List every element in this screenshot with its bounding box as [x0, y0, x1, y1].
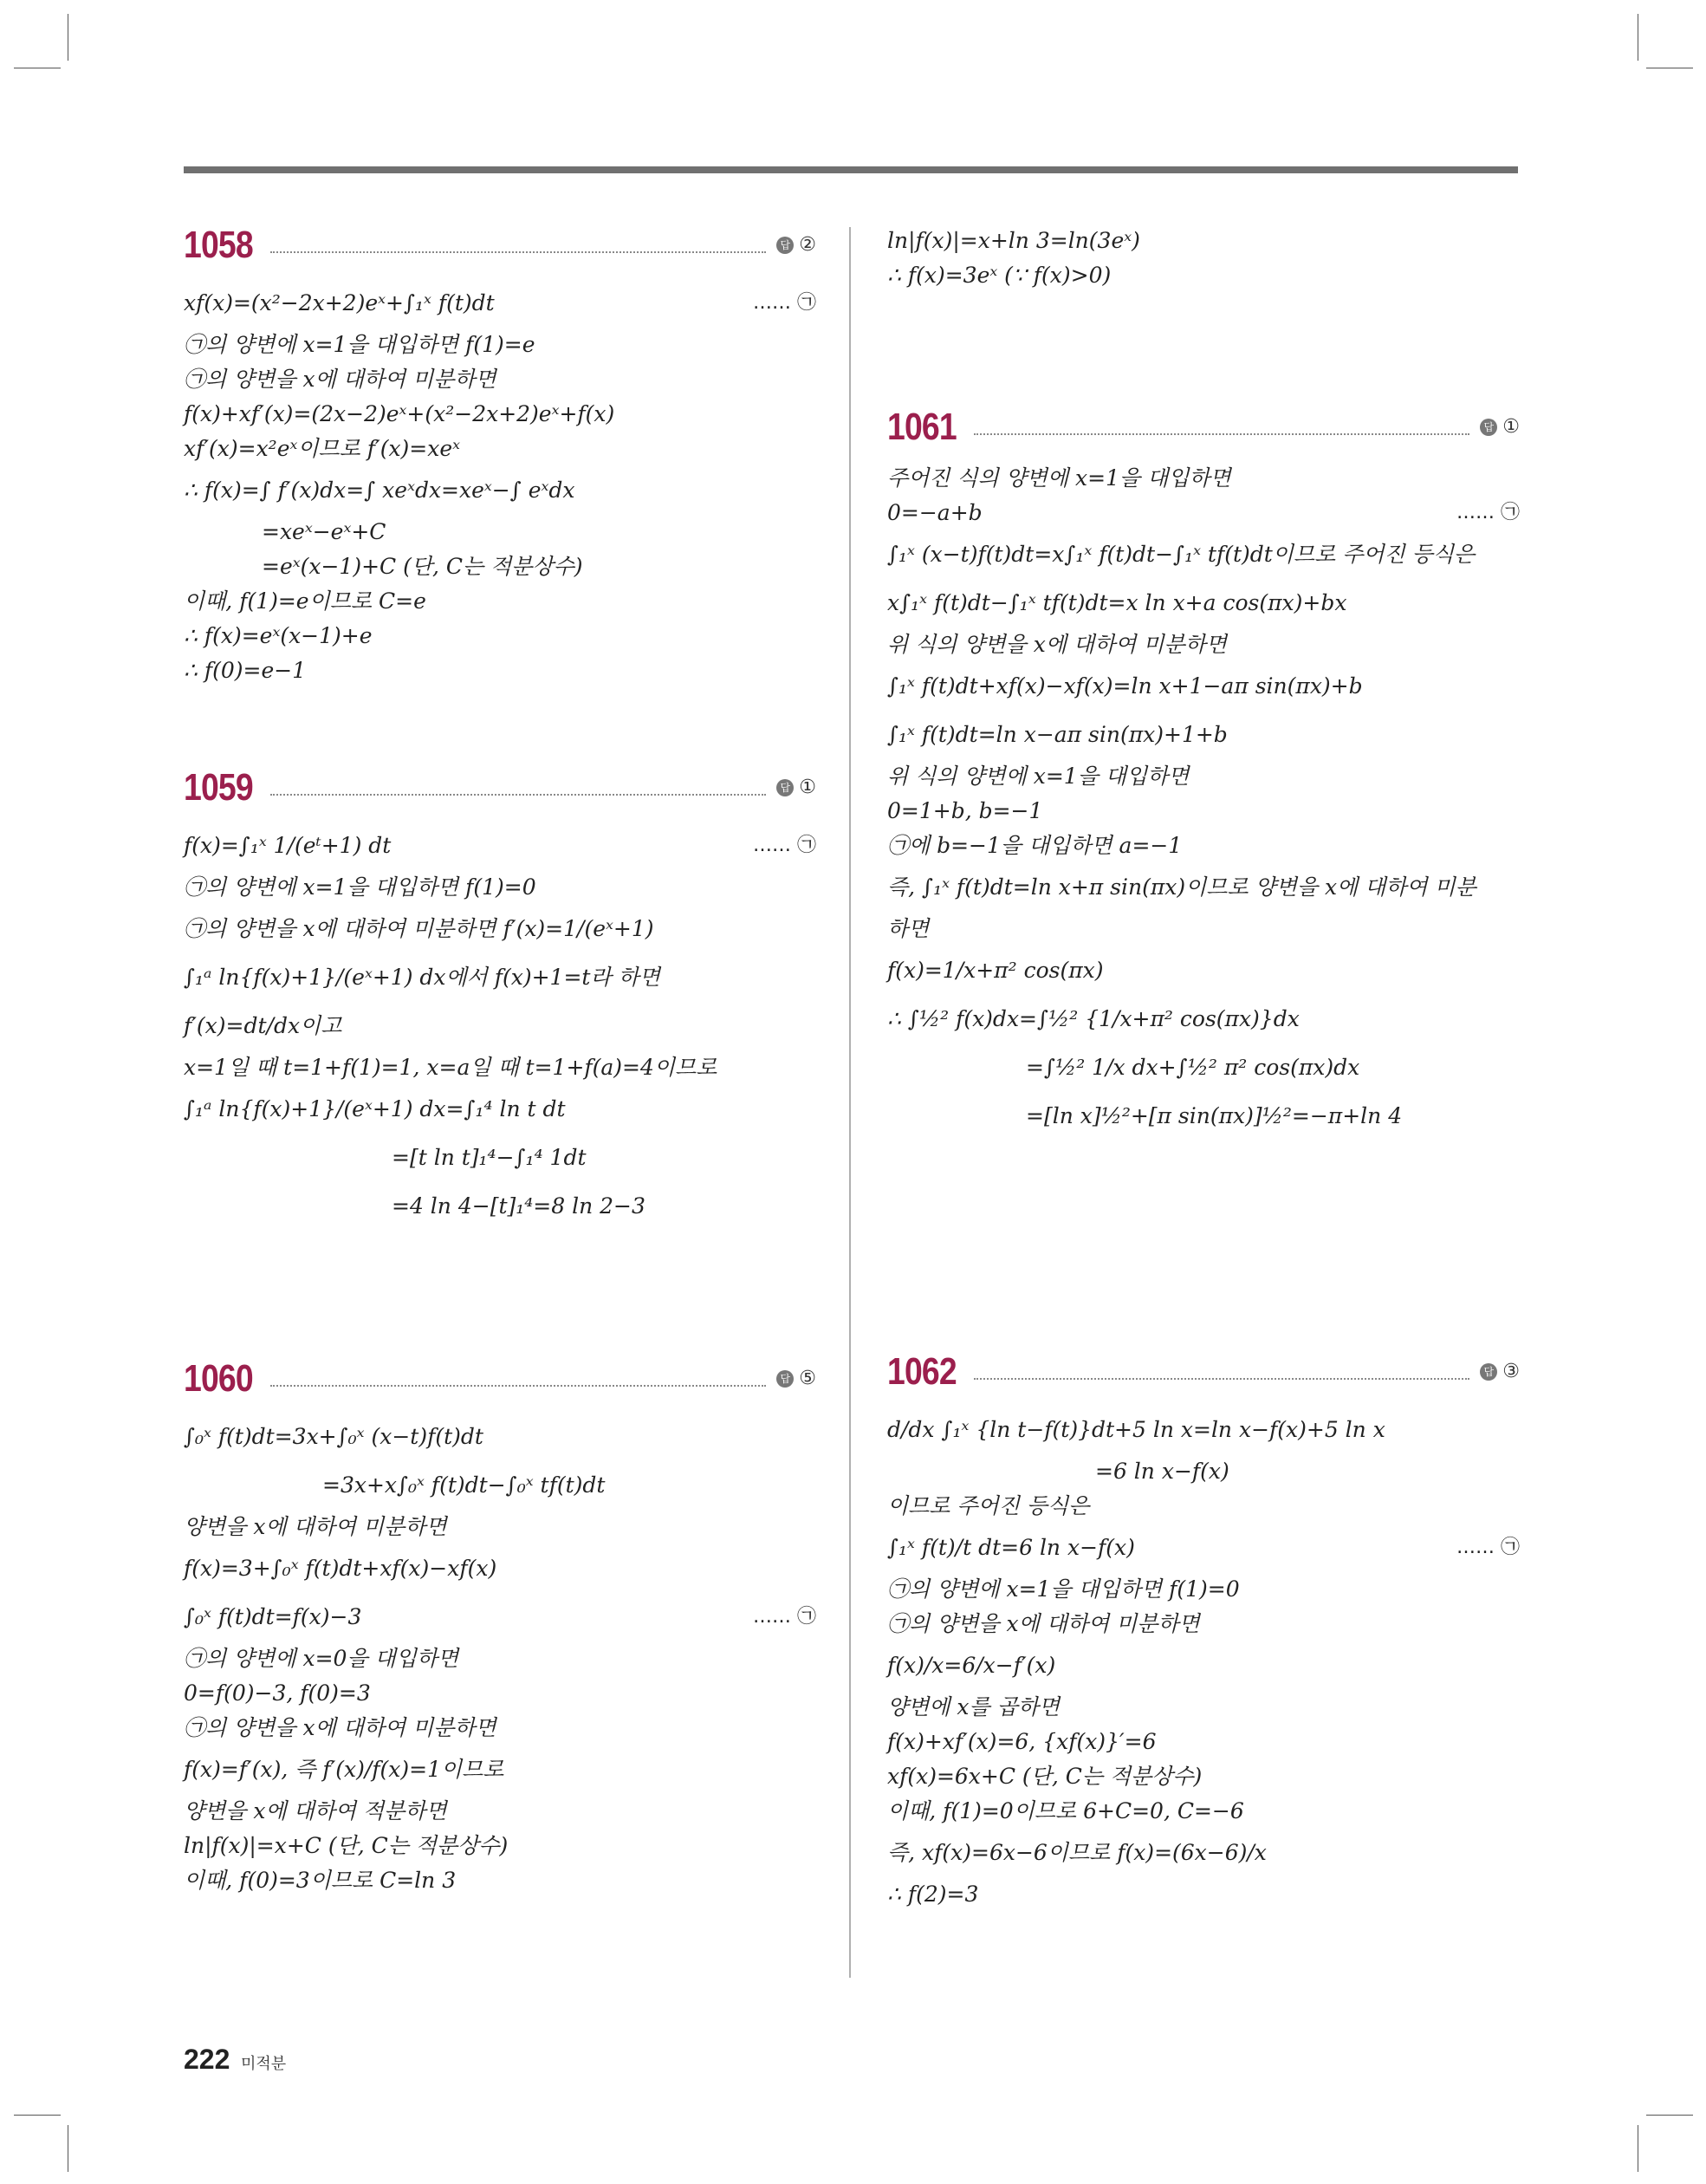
- solution-line: 즉, xf(x)=6x−6이므로 f(x)=(6x−6)/x: [887, 1840, 1267, 1865]
- continuation-1060: [887, 224, 1520, 293]
- solution-line: ∫₁ˣ (x−t)f(t)dt=x∫₁ˣ f(t)dt−∫₁ˣ tf(t)dt이므로 주어진 등식은: [887, 542, 1476, 567]
- leader-dots: [974, 433, 1469, 435]
- solution-line: =[ln x]½²+[π sin(πx)]½²=−π+ln 4: [1026, 1103, 1403, 1128]
- header-rule: [184, 166, 1518, 173]
- problem-number: 1061: [887, 406, 957, 448]
- solution-line: 이때, f(1)=0이므로 6+C=0, C=−6: [887, 1798, 1244, 1823]
- solution-line: ∫₁ᵃ ln{f(x)+1}/(eˣ+1) dx=∫₁⁴ ln t dt: [184, 1096, 566, 1121]
- answer-value: ⑤: [799, 1368, 816, 1389]
- solution-line: ㉠의 양변에 x=0을 대입하면: [184, 1646, 459, 1671]
- solution-line: xf(x)=(x²−2x+2)eˣ+∫₁ˣ f(t)dt …… ㉠: [184, 290, 816, 315]
- solution-line: =3x+x∫₀ˣ f(t)dt−∫₀ˣ tf(t)dt: [322, 1472, 606, 1498]
- solution-line: ∴ ∫½² f(x)dx=∫½² {1/x+π² cos(πx)}dx: [887, 1006, 1300, 1031]
- solution-line: f(x)/x=6/x−f′(x): [887, 1653, 1056, 1678]
- answer-icon: 답: [776, 779, 794, 796]
- problem-1059: [184, 766, 816, 1231]
- answer-icon: 답: [776, 237, 794, 254]
- answer-badge: [776, 777, 816, 798]
- answer-icon: 답: [776, 1370, 794, 1388]
- solution-line: d/dx ∫₁ˣ {ln t−f(t)}dt+5 ln x=ln x−f(x)+5 ln x: [887, 1417, 1385, 1442]
- solution-line: ㉠의 양변을 x에 대하여 미분하면: [184, 367, 496, 392]
- solution-line: ∫₀ˣ f(t)dt=f(x)−3 …… ㉠: [184, 1604, 816, 1629]
- solution-line: ㉠의 양변을 x에 대하여 미분하면: [887, 1611, 1200, 1636]
- solution-line: 0=−a+b …… ㉠: [887, 500, 1520, 525]
- solution-line: x∫₁ˣ f(t)dt−∫₁ˣ tf(t)dt=x ln x+a cos(πx)+bx: [887, 590, 1347, 615]
- crop-mark: [14, 2115, 61, 2116]
- leader-dots: [270, 794, 766, 796]
- answer-value: ②: [799, 234, 816, 256]
- answer-value: ③: [1502, 1361, 1520, 1382]
- solution-line: 양변을 x에 대하여 적분하면: [184, 1798, 447, 1823]
- answer-icon: 답: [1480, 1363, 1497, 1381]
- problem-number: 1062: [887, 1350, 957, 1393]
- answer-icon: 답: [1480, 419, 1497, 436]
- problem-1060: [184, 1357, 816, 1898]
- solution-line: x=1일 때 t=1+f(1)=1, x=a일 때 t=1+f(a)=4이므로: [184, 1055, 717, 1080]
- solution-line: ㉠의 양변에 x=1을 대입하면 f(1)=0: [184, 874, 536, 900]
- solution-line: ∴ f(x)=∫ f′(x)dx=∫ xeˣdx=xeˣ−∫ eˣdx: [184, 478, 575, 503]
- solution-line: 양변을 x에 대하여 미분하면: [184, 1514, 447, 1539]
- leader-dots: [270, 251, 766, 253]
- solution-line: ∫₁ˣ f(t)dt=ln x−aπ sin(πx)+1+b: [887, 722, 1228, 747]
- problem-1061: [887, 406, 1520, 1141]
- leader-dots: [270, 1385, 766, 1387]
- solution-line: 주어진 식의 양변에 x=1을 대입하면: [887, 465, 1231, 491]
- solution-line: xf′(x)=x²eˣ이므로 f′(x)=xeˣ: [184, 436, 461, 461]
- solution-line: f′(x)=dt/dx이고: [184, 1013, 342, 1038]
- solution-line: 즉, ∫₁ˣ f(t)dt=ln x+π sin(πx)이므로 양변을 x에 대하여 미분: [887, 874, 1476, 900]
- problem-number: 1059: [184, 766, 253, 809]
- page-number: 222: [184, 2044, 230, 2075]
- problem-1062: [887, 1350, 1520, 1912]
- solution-line: ∴ f(x)=eˣ(x−1)+e: [184, 623, 373, 648]
- answer-badge: [1480, 1361, 1520, 1382]
- answer-value: ①: [1502, 416, 1520, 438]
- solution-line: ln|f(x)|=x+C (단, C는 적분상수): [184, 1833, 509, 1858]
- solution-line: ∴ f(2)=3: [887, 1882, 979, 1907]
- solution-line: 0=1+b, b=−1: [887, 798, 1043, 823]
- page-subject: 미적분: [241, 2055, 287, 2073]
- solution-line: ㉠의 양변을 x에 대하여 미분하면 f′(x)=1/(eˣ+1): [184, 916, 654, 941]
- solution-line: 위 식의 양변을 x에 대하여 미분하면: [887, 632, 1227, 657]
- answer-badge: [1480, 416, 1520, 438]
- answer-badge: [776, 1368, 816, 1389]
- problem-header: [184, 766, 816, 822]
- crop-mark: [1646, 2115, 1693, 2116]
- solution-line: 이때, f(1)=e이므로 C=e: [184, 588, 426, 614]
- problem-number: 1060: [184, 1357, 253, 1400]
- solution-line: f(x)=∫₁ˣ 1/(eᵗ+1) dt …… ㉠: [184, 833, 816, 858]
- solution-line: =4 ln 4−[t]₁⁴=8 ln 2−3: [392, 1193, 645, 1219]
- problem-header: [184, 1357, 816, 1413]
- leader-dots: [974, 1378, 1469, 1380]
- problem-header: [887, 1350, 1520, 1406]
- solution-line: ∴ f(0)=e−1: [184, 658, 307, 683]
- solution-line: 이때, f(0)=3이므로 C=ln 3: [184, 1868, 457, 1893]
- solution-line: ∫₁ᵃ ln{f(x)+1}/(eˣ+1) dx에서 f(x)+1=t라 하면: [184, 965, 660, 990]
- solution-line: 양변에 x를 곱하면: [887, 1694, 1061, 1719]
- solution-line: 이므로 주어진 등식은: [887, 1493, 1090, 1518]
- solution-line: ㉠의 양변에 x=1을 대입하면 f(1)=0: [887, 1576, 1240, 1602]
- column-divider: [849, 227, 851, 1978]
- solution-line: =[t ln t]₁⁴−∫₁⁴ 1dt: [392, 1145, 587, 1170]
- solution-line: ∫₁ˣ f(t)dt+xf(x)−xf(x)=ln x+1−aπ sin(πx)+b: [887, 673, 1363, 699]
- solution-line: =6 ln x−f(x): [1095, 1459, 1229, 1484]
- solution-line: xf(x)=6x+C (단, C는 적분상수): [887, 1764, 1203, 1789]
- solution-line: f(x)=1/x+π² cos(πx): [887, 958, 1104, 983]
- solution-line: ∫₀ˣ f(t)dt=3x+∫₀ˣ (x−t)f(t)dt: [184, 1424, 483, 1449]
- solution-line: =xeˣ−eˣ+C: [262, 519, 386, 544]
- solution-line: 위 식의 양변에 x=1을 대입하면: [887, 764, 1190, 789]
- answer-badge: [776, 234, 816, 256]
- solution-line: ㉠에 b=−1을 대입하면 a=−1: [887, 833, 1183, 858]
- solution-line: f(x)+xf′(x)=(2x−2)eˣ+(x²−2x+2)eˣ+f(x): [184, 401, 615, 426]
- problem-number: 1058: [184, 224, 253, 266]
- solution-line: 하면: [887, 916, 930, 941]
- solution-line: ln|f(x)|=x+ln 3=ln(3eˣ): [887, 228, 1140, 253]
- solution-line: 0=f(0)−3, f(0)=3: [184, 1680, 371, 1706]
- solution-line: ∫₁ˣ f(t)/t dt=6 ln x−f(x) …… ㉠: [887, 1535, 1520, 1560]
- solution-line: ∴ f(x)=3eˣ (∵ f(x)>0): [887, 263, 1112, 288]
- solution-line: ㉠의 양변을 x에 대하여 미분하면: [184, 1715, 496, 1740]
- problem-header: [887, 406, 1520, 461]
- problem-1058: [184, 224, 816, 688]
- solution-line: f(x)+xf′(x)=6, {xf(x)}′=6: [887, 1729, 1157, 1754]
- solution-line: f(x)=3+∫₀ˣ f(t)dt+xf(x)−xf(x): [184, 1556, 497, 1581]
- solution-line: ㉠의 양변에 x=1을 대입하면 f(1)=e: [184, 332, 535, 357]
- solution-line: f(x)=f′(x), 즉 f′(x)/f(x)=1이므로: [184, 1757, 504, 1782]
- problem-header: [184, 224, 816, 279]
- solution-line: =∫½² 1/x dx+∫½² π² cos(πx)dx: [1026, 1055, 1360, 1080]
- answer-value: ①: [799, 777, 816, 798]
- solution-line: =eˣ(x−1)+C (단, C는 적분상수): [262, 554, 583, 579]
